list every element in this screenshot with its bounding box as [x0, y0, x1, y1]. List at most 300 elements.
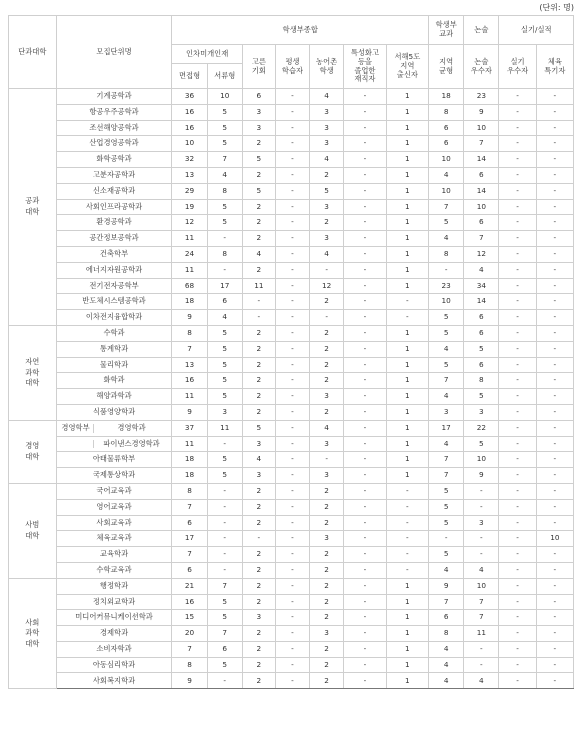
value-cell: - [536, 246, 573, 262]
admission-table [8, 15, 574, 689]
value-cell: - [275, 373, 309, 389]
table-row [9, 436, 574, 452]
value-cell: - [499, 468, 536, 484]
college-cell: 사범 대학 [9, 483, 57, 578]
value-cell: 1 [386, 183, 428, 199]
value-cell: - [464, 657, 499, 673]
header-hakgyo: 학생부 교과 [429, 16, 464, 45]
header-pyeongsaeng: 평생 학습자 [275, 45, 309, 89]
dept-cell: 공간정보공학과 [56, 231, 172, 247]
value-cell: 5 [464, 436, 499, 452]
value-cell: 2 [310, 167, 344, 183]
value-cell: 3 [464, 515, 499, 531]
value-cell: 5 [207, 215, 242, 231]
header-hakjong: 학생부종합 [172, 16, 429, 45]
value-cell: 23 [464, 89, 499, 105]
value-cell: 17 [207, 278, 242, 294]
value-cell: 4 [429, 389, 464, 405]
value-cell: 3 [242, 610, 275, 626]
table-row [9, 452, 574, 468]
value-cell: 3 [310, 104, 344, 120]
value-cell: 3 [310, 389, 344, 405]
value-cell: - [344, 373, 386, 389]
value-cell: 5 [429, 547, 464, 563]
value-cell: 9 [464, 104, 499, 120]
value-cell: - [344, 278, 386, 294]
table-row [9, 547, 574, 563]
value-cell: - [207, 499, 242, 515]
dept-cell: 물리학과 [56, 357, 172, 373]
value-cell: 9 [172, 673, 207, 689]
value-cell: 6 [464, 325, 499, 341]
value-cell: - [275, 483, 309, 499]
value-cell: - [536, 420, 573, 436]
value-cell: - [499, 499, 536, 515]
value-cell: 4 [310, 89, 344, 105]
value-cell: 5 [464, 389, 499, 405]
value-cell: - [536, 310, 573, 326]
value-cell: - [242, 310, 275, 326]
value-cell: 4 [464, 673, 499, 689]
value-cell: 2 [242, 199, 275, 215]
value-cell: - [275, 199, 309, 215]
value-cell: 5 [429, 357, 464, 373]
header-teuksung: 특성화고 등을 졸업한 재직자 [344, 45, 386, 89]
value-cell: - [344, 199, 386, 215]
value-cell: 5 [207, 389, 242, 405]
value-cell: 2 [310, 673, 344, 689]
value-cell: 6 [464, 215, 499, 231]
table-row [9, 357, 574, 373]
value-cell: - [275, 120, 309, 136]
table-row [9, 594, 574, 610]
value-cell: - [344, 104, 386, 120]
value-cell: 1 [386, 152, 428, 168]
dept-cell: 반도체시스템공학과 [56, 294, 172, 310]
value-cell: 2 [242, 483, 275, 499]
table-row [9, 152, 574, 168]
value-cell: - [499, 357, 536, 373]
value-cell: 2 [242, 562, 275, 578]
value-cell: 1 [386, 673, 428, 689]
value-cell: 2 [242, 657, 275, 673]
value-cell: - [499, 104, 536, 120]
value-cell: 7 [429, 199, 464, 215]
table-row [9, 578, 574, 594]
value-cell: 4 [242, 246, 275, 262]
value-cell: 11 [207, 420, 242, 436]
value-cell: 8 [429, 104, 464, 120]
value-cell: 5 [207, 357, 242, 373]
table-row [9, 562, 574, 578]
value-cell: - [499, 641, 536, 657]
value-cell: - [536, 152, 573, 168]
value-cell: - [275, 278, 309, 294]
value-cell: 14 [464, 152, 499, 168]
value-cell: 4 [464, 562, 499, 578]
value-cell: 8 [429, 626, 464, 642]
value-cell: - [275, 262, 309, 278]
dept-cell: 건축학부 [56, 246, 172, 262]
dept-cell: 사회복지학과 [56, 673, 172, 689]
value-cell: - [344, 420, 386, 436]
value-cell: - [536, 547, 573, 563]
value-cell: 1 [386, 389, 428, 405]
value-cell: - [386, 310, 428, 326]
value-cell: - [344, 499, 386, 515]
value-cell: - [275, 215, 309, 231]
value-cell: 15 [172, 610, 207, 626]
value-cell: 6 [207, 641, 242, 657]
value-cell: 2 [310, 578, 344, 594]
value-cell: 4 [310, 246, 344, 262]
header-dept: 모집단위명 [56, 16, 172, 89]
value-cell: 9 [464, 468, 499, 484]
value-cell: 1 [386, 89, 428, 105]
value-cell: 2 [310, 562, 344, 578]
table-row [9, 167, 574, 183]
value-cell: 1 [386, 578, 428, 594]
table-row [9, 231, 574, 247]
table-row [9, 120, 574, 136]
value-cell: 5 [207, 468, 242, 484]
value-cell: - [499, 294, 536, 310]
value-cell: - [499, 420, 536, 436]
value-cell: - [536, 436, 573, 452]
value-cell: - [344, 562, 386, 578]
table-row [9, 626, 574, 642]
value-cell: 6 [464, 357, 499, 373]
value-cell: - [499, 436, 536, 452]
value-cell: - [536, 562, 573, 578]
value-cell: 2 [310, 404, 344, 420]
table-row [9, 641, 574, 657]
value-cell: 6 [429, 120, 464, 136]
value-cell: - [275, 578, 309, 594]
value-cell: 7 [464, 594, 499, 610]
dept-cell: 아태물류학부 [56, 452, 172, 468]
value-cell: 7 [464, 231, 499, 247]
value-cell: 17 [429, 420, 464, 436]
dept-cell: 미디어커뮤니케이션학과 [56, 610, 172, 626]
value-cell: 1 [386, 436, 428, 452]
value-cell: 7 [172, 547, 207, 563]
value-cell: 4 [310, 420, 344, 436]
value-cell: 2 [242, 389, 275, 405]
value-cell: - [536, 357, 573, 373]
value-cell: 7 [172, 641, 207, 657]
value-cell: - [499, 246, 536, 262]
value-cell: - [344, 357, 386, 373]
dept-cell: 에너지자원공학과 [56, 262, 172, 278]
value-cell: 2 [310, 547, 344, 563]
value-cell: 29 [172, 183, 207, 199]
value-cell: - [275, 657, 309, 673]
value-cell: 1 [386, 404, 428, 420]
value-cell: 2 [242, 231, 275, 247]
value-cell: - [310, 262, 344, 278]
value-cell: 1 [386, 594, 428, 610]
value-cell: 36 [172, 89, 207, 105]
dept-subgroup-cell [56, 420, 172, 436]
value-cell: - [344, 294, 386, 310]
value-cell: - [536, 578, 573, 594]
value-cell: - [275, 89, 309, 105]
value-cell: - [386, 294, 428, 310]
value-cell: - [464, 483, 499, 499]
value-cell: - [499, 152, 536, 168]
value-cell: 8 [429, 246, 464, 262]
value-cell: - [344, 89, 386, 105]
value-cell: 10 [464, 452, 499, 468]
header-college: 단과대학 [9, 16, 57, 89]
value-cell: 4 [207, 310, 242, 326]
value-cell: - [499, 562, 536, 578]
value-cell: - [536, 89, 573, 105]
value-cell: 6 [242, 89, 275, 105]
value-cell: 4 [429, 231, 464, 247]
subgroup-spacer [59, 440, 94, 449]
value-cell: 4 [207, 167, 242, 183]
value-cell: 11 [242, 278, 275, 294]
table-row [9, 183, 574, 199]
value-cell: 16 [172, 104, 207, 120]
value-cell: - [536, 341, 573, 357]
value-cell: 5 [207, 341, 242, 357]
value-cell: 10 [172, 136, 207, 152]
value-cell: - [344, 594, 386, 610]
table-row [9, 610, 574, 626]
value-cell: 8 [207, 246, 242, 262]
value-cell: - [344, 120, 386, 136]
dept-cell: 사회교육과 [56, 515, 172, 531]
value-cell: - [344, 167, 386, 183]
value-cell: 1 [386, 420, 428, 436]
value-cell: - [275, 183, 309, 199]
value-cell: 5 [207, 104, 242, 120]
value-cell: 12 [464, 246, 499, 262]
value-cell: 2 [310, 215, 344, 231]
header-nonsul: 논술 [464, 16, 499, 45]
value-cell: 2 [310, 515, 344, 531]
value-cell: 1 [386, 278, 428, 294]
dept-cell: 국어교육과 [56, 483, 172, 499]
value-cell: - [344, 483, 386, 499]
value-cell: - [386, 562, 428, 578]
value-cell: - [499, 547, 536, 563]
value-cell: - [386, 499, 428, 515]
value-cell: 1 [386, 246, 428, 262]
value-cell: 2 [242, 499, 275, 515]
value-cell: 10 [536, 531, 573, 547]
value-cell: 11 [172, 231, 207, 247]
value-cell: 20 [172, 626, 207, 642]
value-cell: - [344, 136, 386, 152]
value-cell: - [344, 436, 386, 452]
value-cell: 7 [464, 136, 499, 152]
value-cell: - [344, 310, 386, 326]
dept-cell: 기계공학과 [56, 89, 172, 105]
value-cell: 5 [207, 594, 242, 610]
value-cell: - [275, 294, 309, 310]
table-row [9, 499, 574, 515]
value-cell: 18 [172, 468, 207, 484]
value-cell: 5 [207, 136, 242, 152]
value-cell: 5 [242, 152, 275, 168]
value-cell: 7 [429, 594, 464, 610]
value-cell: 3 [207, 404, 242, 420]
value-cell: 1 [386, 657, 428, 673]
value-cell: 2 [310, 499, 344, 515]
header-seohae: 서해5도 지역 출신자 [386, 45, 428, 89]
value-cell: 3 [242, 436, 275, 452]
value-cell: 3 [310, 531, 344, 547]
value-cell: 37 [172, 420, 207, 436]
dept-cell: 항공우주공학과 [56, 104, 172, 120]
value-cell: - [275, 594, 309, 610]
value-cell: - [275, 610, 309, 626]
dept-cell: 산업경영공학과 [56, 136, 172, 152]
value-cell: 3 [310, 626, 344, 642]
value-cell: - [275, 641, 309, 657]
value-cell: - [536, 468, 573, 484]
value-cell: 3 [310, 136, 344, 152]
dept-cell: 화학과 [56, 373, 172, 389]
value-cell: 32 [172, 152, 207, 168]
value-cell: - [275, 167, 309, 183]
value-cell: 22 [464, 420, 499, 436]
value-cell: 2 [242, 626, 275, 642]
value-cell: 5 [429, 215, 464, 231]
value-cell: - [275, 104, 309, 120]
value-cell: 5 [429, 499, 464, 515]
table-body [9, 89, 574, 689]
value-cell: 5 [310, 183, 344, 199]
value-cell: 1 [386, 341, 428, 357]
value-cell: 68 [172, 278, 207, 294]
value-cell: - [386, 483, 428, 499]
value-cell: - [499, 310, 536, 326]
table-row [9, 657, 574, 673]
value-cell: 4 [429, 167, 464, 183]
table-row [9, 310, 574, 326]
value-cell: 1 [386, 231, 428, 247]
value-cell: - [499, 183, 536, 199]
value-cell: - [207, 562, 242, 578]
value-cell: 7 [172, 341, 207, 357]
value-cell: 3 [310, 468, 344, 484]
value-cell: - [275, 468, 309, 484]
value-cell: - [344, 610, 386, 626]
value-cell: - [275, 436, 309, 452]
table-row [9, 325, 574, 341]
value-cell: 21 [172, 578, 207, 594]
value-cell: 5 [207, 325, 242, 341]
header-nonsul-sub: 논술 우수자 [464, 45, 499, 89]
value-cell: - [499, 89, 536, 105]
value-cell: - [344, 183, 386, 199]
value-cell: 3 [310, 199, 344, 215]
value-cell: - [275, 325, 309, 341]
value-cell: - [344, 641, 386, 657]
dept-cell: 교육학과 [56, 547, 172, 563]
value-cell: 3 [464, 404, 499, 420]
value-cell: 3 [242, 104, 275, 120]
value-cell: - [499, 531, 536, 547]
value-cell: 10 [464, 199, 499, 215]
value-cell: - [536, 657, 573, 673]
value-cell: 1 [386, 626, 428, 642]
table-row [9, 199, 574, 215]
value-cell: 1 [386, 215, 428, 231]
value-cell: 3 [429, 404, 464, 420]
value-cell: - [499, 199, 536, 215]
table-row [9, 420, 574, 436]
value-cell: - [536, 278, 573, 294]
dept-cell: 사회인프라공학과 [56, 199, 172, 215]
value-cell: 1 [386, 357, 428, 373]
unit-label: (단위: 명) [539, 3, 574, 12]
value-cell: - [207, 483, 242, 499]
value-cell: 8 [464, 373, 499, 389]
value-cell: - [499, 404, 536, 420]
value-cell: - [344, 231, 386, 247]
value-cell: - [536, 325, 573, 341]
value-cell: 1 [386, 325, 428, 341]
value-cell: 8 [172, 325, 207, 341]
value-cell: - [275, 499, 309, 515]
value-cell: 4 [429, 341, 464, 357]
value-cell: - [207, 436, 242, 452]
value-cell: - [429, 531, 464, 547]
value-cell: 4 [429, 641, 464, 657]
value-cell: 2 [242, 262, 275, 278]
table-row [9, 404, 574, 420]
value-cell: - [275, 231, 309, 247]
value-cell: - [499, 231, 536, 247]
value-cell: 5 [429, 325, 464, 341]
value-cell: - [464, 499, 499, 515]
dept-cell: 수학교육과 [56, 562, 172, 578]
dept-cell: 영어교육과 [56, 499, 172, 515]
value-cell: 11 [172, 262, 207, 278]
value-cell: - [536, 483, 573, 499]
value-cell: 2 [242, 215, 275, 231]
dept-label: 경영학과 [117, 422, 146, 432]
value-cell: 3 [242, 120, 275, 136]
table-row [9, 483, 574, 499]
value-cell: 1 [386, 104, 428, 120]
value-cell: 12 [172, 215, 207, 231]
value-cell: 2 [310, 657, 344, 673]
value-cell: 9 [172, 310, 207, 326]
value-cell: - [536, 626, 573, 642]
value-cell: - [242, 531, 275, 547]
value-cell: - [499, 341, 536, 357]
value-cell: - [275, 389, 309, 405]
value-cell: - [207, 547, 242, 563]
value-cell: 10 [429, 152, 464, 168]
value-cell: 2 [242, 594, 275, 610]
value-cell: 6 [464, 167, 499, 183]
value-cell: 5 [207, 120, 242, 136]
value-cell: - [344, 547, 386, 563]
value-cell: 1 [386, 610, 428, 626]
value-cell: 7 [207, 152, 242, 168]
dept-cell: 식품영양학과 [56, 404, 172, 420]
header-cheyuk: 체육 특기자 [536, 45, 573, 89]
table-header [9, 16, 574, 89]
